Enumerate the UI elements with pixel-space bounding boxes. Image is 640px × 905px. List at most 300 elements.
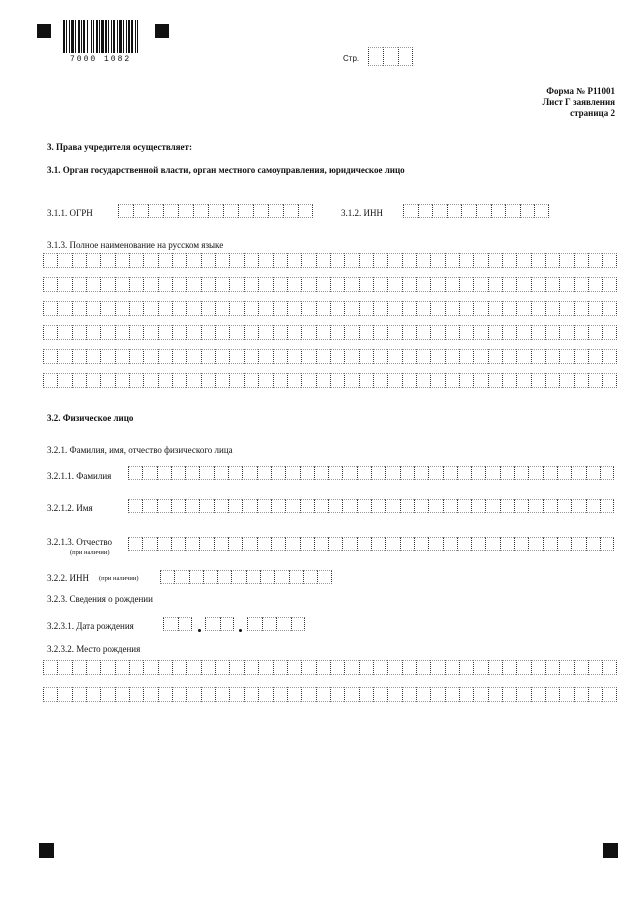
character-cell[interactable] <box>531 660 545 675</box>
character-cell[interactable] <box>143 277 157 292</box>
character-cell[interactable] <box>445 660 459 675</box>
character-cell[interactable] <box>287 277 301 292</box>
character-cell[interactable] <box>186 660 200 675</box>
character-cell[interactable] <box>201 325 215 340</box>
character-cell[interactable] <box>186 687 200 702</box>
character-cell[interactable] <box>402 301 416 316</box>
character-cell[interactable] <box>178 204 193 218</box>
character-cell[interactable] <box>602 253 616 268</box>
character-cell[interactable] <box>545 660 559 675</box>
character-cell[interactable] <box>215 349 229 364</box>
character-cell[interactable] <box>72 301 86 316</box>
character-cell[interactable] <box>402 253 416 268</box>
character-cell[interactable] <box>316 325 330 340</box>
character-cell[interactable] <box>402 325 416 340</box>
character-cell[interactable] <box>287 349 301 364</box>
character-cell[interactable] <box>400 537 414 551</box>
character-cell[interactable] <box>588 325 602 340</box>
character-cell[interactable] <box>459 325 473 340</box>
character-cell[interactable] <box>531 325 545 340</box>
character-cell[interactable] <box>400 466 414 480</box>
character-cell[interactable] <box>557 466 571 480</box>
character-cell[interactable] <box>43 660 57 675</box>
character-cell[interactable] <box>244 687 258 702</box>
character-cell[interactable] <box>203 570 217 584</box>
character-cell[interactable] <box>459 660 473 675</box>
character-cell[interactable] <box>215 253 229 268</box>
character-cell[interactable] <box>387 301 401 316</box>
fullname-row-3[interactable] <box>43 301 617 316</box>
character-cell[interactable] <box>516 277 530 292</box>
character-cell[interactable] <box>344 660 358 675</box>
character-cell[interactable] <box>516 325 530 340</box>
character-cell[interactable] <box>229 373 243 388</box>
character-cell[interactable] <box>160 570 174 584</box>
character-cell[interactable] <box>344 325 358 340</box>
character-cell[interactable] <box>543 499 557 513</box>
character-cell[interactable] <box>285 499 299 513</box>
character-cell[interactable] <box>476 204 491 218</box>
character-cell[interactable] <box>371 466 385 480</box>
character-cell[interactable] <box>488 253 502 268</box>
character-cell[interactable] <box>258 277 272 292</box>
character-cell[interactable] <box>186 253 200 268</box>
character-cell[interactable] <box>600 466 614 480</box>
character-cell[interactable] <box>459 687 473 702</box>
character-cell[interactable] <box>500 466 514 480</box>
character-cell[interactable] <box>588 373 602 388</box>
character-cell[interactable] <box>430 349 444 364</box>
character-cell[interactable] <box>186 349 200 364</box>
character-cell[interactable] <box>228 466 242 480</box>
character-cell[interactable] <box>373 373 387 388</box>
character-cell[interactable] <box>201 277 215 292</box>
fullname-row-6[interactable] <box>43 373 617 388</box>
character-cell[interactable] <box>72 660 86 675</box>
character-cell[interactable] <box>342 499 356 513</box>
character-cell[interactable] <box>143 349 157 364</box>
character-cell[interactable] <box>242 499 256 513</box>
character-cell[interactable] <box>86 373 100 388</box>
character-cell[interactable] <box>516 349 530 364</box>
birthplace-row-2[interactable] <box>43 687 617 702</box>
character-cell[interactable] <box>359 325 373 340</box>
character-cell[interactable] <box>115 687 129 702</box>
character-cell[interactable] <box>385 537 399 551</box>
character-cell[interactable] <box>143 373 157 388</box>
character-cell[interactable] <box>100 301 114 316</box>
character-cell[interactable] <box>86 301 100 316</box>
character-cell[interactable] <box>602 301 616 316</box>
character-cell[interactable] <box>186 325 200 340</box>
character-cell[interactable] <box>485 537 499 551</box>
character-cell[interactable] <box>287 253 301 268</box>
character-cell[interactable] <box>414 499 428 513</box>
character-cell[interactable] <box>500 537 514 551</box>
character-cell[interactable] <box>220 617 235 631</box>
character-cell[interactable] <box>158 277 172 292</box>
character-cell[interactable] <box>330 687 344 702</box>
character-cell[interactable] <box>72 349 86 364</box>
character-cell[interactable] <box>229 325 243 340</box>
character-cell[interactable] <box>257 499 271 513</box>
character-cell[interactable] <box>57 325 71 340</box>
character-cell[interactable] <box>172 687 186 702</box>
character-cell[interactable] <box>545 277 559 292</box>
character-cell[interactable] <box>571 499 585 513</box>
character-cell[interactable] <box>545 253 559 268</box>
character-cell[interactable] <box>115 325 129 340</box>
character-cell[interactable] <box>128 537 142 551</box>
character-cell[interactable] <box>273 301 287 316</box>
character-cell[interactable] <box>199 499 213 513</box>
character-cell[interactable] <box>244 325 258 340</box>
character-cell[interactable] <box>586 499 600 513</box>
character-cell[interactable] <box>163 617 178 631</box>
character-cell[interactable] <box>215 660 229 675</box>
character-cell[interactable] <box>172 660 186 675</box>
character-cell[interactable] <box>172 349 186 364</box>
character-cell[interactable] <box>557 537 571 551</box>
character-cell[interactable] <box>430 253 444 268</box>
character-cell[interactable] <box>559 277 573 292</box>
character-cell[interactable] <box>531 687 545 702</box>
character-cell[interactable] <box>129 253 143 268</box>
character-cell[interactable] <box>205 617 220 631</box>
character-cell[interactable] <box>416 349 430 364</box>
character-cell[interactable] <box>330 253 344 268</box>
character-cell[interactable] <box>229 687 243 702</box>
character-cell[interactable] <box>57 277 71 292</box>
character-cell[interactable] <box>402 660 416 675</box>
character-cell[interactable] <box>574 301 588 316</box>
character-cell[interactable] <box>373 325 387 340</box>
character-cell[interactable] <box>273 325 287 340</box>
character-cell[interactable] <box>516 660 530 675</box>
character-cell[interactable] <box>428 466 442 480</box>
character-cell[interactable] <box>488 373 502 388</box>
character-cell[interactable] <box>344 373 358 388</box>
character-cell[interactable] <box>328 499 342 513</box>
character-cell[interactable] <box>447 204 462 218</box>
fullname-row-1[interactable] <box>43 253 617 268</box>
character-cell[interactable] <box>258 687 272 702</box>
character-cell[interactable] <box>273 277 287 292</box>
character-cell[interactable] <box>57 373 71 388</box>
character-cell[interactable] <box>528 537 542 551</box>
character-cell[interactable] <box>430 277 444 292</box>
character-cell[interactable] <box>215 277 229 292</box>
character-cell[interactable] <box>445 349 459 364</box>
character-cell[interactable] <box>244 349 258 364</box>
character-cell[interactable] <box>157 537 171 551</box>
character-cell[interactable] <box>229 301 243 316</box>
character-cell[interactable] <box>514 537 528 551</box>
character-cell[interactable] <box>586 466 600 480</box>
ogrn-field[interactable] <box>118 204 313 218</box>
character-cell[interactable] <box>298 204 313 218</box>
character-cell[interactable] <box>373 253 387 268</box>
character-cell[interactable] <box>473 373 487 388</box>
character-cell[interactable] <box>214 537 228 551</box>
character-cell[interactable] <box>330 277 344 292</box>
character-cell[interactable] <box>229 660 243 675</box>
character-cell[interactable] <box>316 349 330 364</box>
character-cell[interactable] <box>57 253 71 268</box>
character-cell[interactable] <box>445 277 459 292</box>
character-cell[interactable] <box>344 253 358 268</box>
character-cell[interactable] <box>262 617 277 631</box>
character-cell[interactable] <box>574 660 588 675</box>
character-cell[interactable] <box>273 660 287 675</box>
character-cell[interactable] <box>283 204 298 218</box>
character-cell[interactable] <box>228 499 242 513</box>
character-cell[interactable] <box>100 660 114 675</box>
character-cell[interactable] <box>158 325 172 340</box>
person-inn-field[interactable] <box>160 570 332 584</box>
birthdate-day-field[interactable] <box>163 617 192 631</box>
character-cell[interactable] <box>516 253 530 268</box>
character-cell[interactable] <box>273 349 287 364</box>
character-cell[interactable] <box>273 253 287 268</box>
character-cell[interactable] <box>559 373 573 388</box>
character-cell[interactable] <box>43 349 57 364</box>
character-cell[interactable] <box>330 325 344 340</box>
character-cell[interactable] <box>238 204 253 218</box>
character-cell[interactable] <box>371 537 385 551</box>
character-cell[interactable] <box>228 537 242 551</box>
character-cell[interactable] <box>185 466 199 480</box>
character-cell[interactable] <box>457 537 471 551</box>
character-cell[interactable] <box>471 499 485 513</box>
character-cell[interactable] <box>242 466 256 480</box>
character-cell[interactable] <box>157 499 171 513</box>
character-cell[interactable] <box>400 499 414 513</box>
character-cell[interactable] <box>387 277 401 292</box>
character-cell[interactable] <box>602 373 616 388</box>
character-cell[interactable] <box>602 325 616 340</box>
character-cell[interactable] <box>330 373 344 388</box>
character-cell[interactable] <box>545 349 559 364</box>
character-cell[interactable] <box>258 253 272 268</box>
character-cell[interactable] <box>301 660 315 675</box>
character-cell[interactable] <box>178 617 193 631</box>
character-cell[interactable] <box>193 204 208 218</box>
character-cell[interactable] <box>273 687 287 702</box>
character-cell[interactable] <box>314 499 328 513</box>
character-cell[interactable] <box>189 570 203 584</box>
character-cell[interactable] <box>247 617 262 631</box>
character-cell[interactable] <box>543 466 557 480</box>
character-cell[interactable] <box>502 253 516 268</box>
character-cell[interactable] <box>201 253 215 268</box>
character-cell[interactable] <box>143 687 157 702</box>
character-cell[interactable] <box>574 373 588 388</box>
page-number-field[interactable] <box>368 47 413 66</box>
birthplace-row-1[interactable] <box>43 660 617 675</box>
character-cell[interactable] <box>43 277 57 292</box>
character-cell[interactable] <box>301 373 315 388</box>
character-cell[interactable] <box>271 537 285 551</box>
character-cell[interactable] <box>430 373 444 388</box>
character-cell[interactable] <box>471 466 485 480</box>
character-cell[interactable] <box>199 466 213 480</box>
character-cell[interactable] <box>229 349 243 364</box>
character-cell[interactable] <box>559 253 573 268</box>
character-cell[interactable] <box>115 349 129 364</box>
character-cell[interactable] <box>223 204 238 218</box>
character-cell[interactable] <box>531 373 545 388</box>
character-cell[interactable] <box>430 687 444 702</box>
character-cell[interactable] <box>359 373 373 388</box>
character-cell[interactable] <box>128 499 142 513</box>
character-cell[interactable] <box>287 373 301 388</box>
character-cell[interactable] <box>257 537 271 551</box>
character-cell[interactable] <box>215 301 229 316</box>
character-cell[interactable] <box>229 253 243 268</box>
character-cell[interactable] <box>72 277 86 292</box>
character-cell[interactable] <box>485 466 499 480</box>
character-cell[interactable] <box>445 253 459 268</box>
character-cell[interactable] <box>371 499 385 513</box>
character-cell[interactable] <box>172 373 186 388</box>
character-cell[interactable] <box>301 325 315 340</box>
character-cell[interactable] <box>445 301 459 316</box>
character-cell[interactable] <box>287 687 301 702</box>
character-cell[interactable] <box>559 301 573 316</box>
character-cell[interactable] <box>100 373 114 388</box>
character-cell[interactable] <box>258 325 272 340</box>
character-cell[interactable] <box>43 253 57 268</box>
character-cell[interactable] <box>258 660 272 675</box>
character-cell[interactable] <box>86 349 100 364</box>
character-cell[interactable] <box>118 204 133 218</box>
character-cell[interactable] <box>344 301 358 316</box>
character-cell[interactable] <box>398 47 413 66</box>
fullname-row-5[interactable] <box>43 349 617 364</box>
character-cell[interactable] <box>115 301 129 316</box>
character-cell[interactable] <box>600 499 614 513</box>
character-cell[interactable] <box>317 570 331 584</box>
character-cell[interactable] <box>208 204 223 218</box>
character-cell[interactable] <box>276 617 291 631</box>
character-cell[interactable] <box>185 499 199 513</box>
character-cell[interactable] <box>403 204 418 218</box>
character-cell[interactable] <box>100 277 114 292</box>
character-cell[interactable] <box>287 301 301 316</box>
character-cell[interactable] <box>186 277 200 292</box>
character-cell[interactable] <box>516 301 530 316</box>
character-cell[interactable] <box>72 687 86 702</box>
character-cell[interactable] <box>43 687 57 702</box>
character-cell[interactable] <box>545 325 559 340</box>
character-cell[interactable] <box>342 466 356 480</box>
character-cell[interactable] <box>43 373 57 388</box>
character-cell[interactable] <box>574 253 588 268</box>
character-cell[interactable] <box>330 301 344 316</box>
character-cell[interactable] <box>129 301 143 316</box>
character-cell[interactable] <box>602 687 616 702</box>
character-cell[interactable] <box>258 349 272 364</box>
character-cell[interactable] <box>373 660 387 675</box>
character-cell[interactable] <box>328 537 342 551</box>
character-cell[interactable] <box>473 660 487 675</box>
character-cell[interactable] <box>172 253 186 268</box>
character-cell[interactable] <box>301 253 315 268</box>
character-cell[interactable] <box>260 570 274 584</box>
character-cell[interactable] <box>300 466 314 480</box>
character-cell[interactable] <box>373 349 387 364</box>
character-cell[interactable] <box>246 570 260 584</box>
character-cell[interactable] <box>171 466 185 480</box>
character-cell[interactable] <box>502 349 516 364</box>
character-cell[interactable] <box>531 277 545 292</box>
character-cell[interactable] <box>443 466 457 480</box>
character-cell[interactable] <box>100 253 114 268</box>
character-cell[interactable] <box>344 277 358 292</box>
character-cell[interactable] <box>516 687 530 702</box>
character-cell[interactable] <box>502 373 516 388</box>
character-cell[interactable] <box>502 660 516 675</box>
character-cell[interactable] <box>500 499 514 513</box>
character-cell[interactable] <box>531 301 545 316</box>
character-cell[interactable] <box>285 537 299 551</box>
character-cell[interactable] <box>174 570 188 584</box>
character-cell[interactable] <box>373 277 387 292</box>
character-cell[interactable] <box>488 325 502 340</box>
character-cell[interactable] <box>258 373 272 388</box>
character-cell[interactable] <box>588 687 602 702</box>
character-cell[interactable] <box>430 660 444 675</box>
character-cell[interactable] <box>274 570 288 584</box>
character-cell[interactable] <box>253 204 268 218</box>
character-cell[interactable] <box>129 660 143 675</box>
character-cell[interactable] <box>129 277 143 292</box>
character-cell[interactable] <box>428 537 442 551</box>
character-cell[interactable] <box>301 277 315 292</box>
character-cell[interactable] <box>457 466 471 480</box>
character-cell[interactable] <box>86 325 100 340</box>
character-cell[interactable] <box>129 349 143 364</box>
character-cell[interactable] <box>430 325 444 340</box>
character-cell[interactable] <box>72 373 86 388</box>
character-cell[interactable] <box>473 325 487 340</box>
character-cell[interactable] <box>416 325 430 340</box>
character-cell[interactable] <box>402 277 416 292</box>
character-cell[interactable] <box>142 537 156 551</box>
character-cell[interactable] <box>459 277 473 292</box>
character-cell[interactable] <box>268 204 283 218</box>
character-cell[interactable] <box>244 301 258 316</box>
character-cell[interactable] <box>559 687 573 702</box>
character-cell[interactable] <box>602 349 616 364</box>
character-cell[interactable] <box>359 301 373 316</box>
character-cell[interactable] <box>445 373 459 388</box>
character-cell[interactable] <box>402 349 416 364</box>
character-cell[interactable] <box>387 687 401 702</box>
character-cell[interactable] <box>316 373 330 388</box>
character-cell[interactable] <box>602 660 616 675</box>
character-cell[interactable] <box>301 349 315 364</box>
character-cell[interactable] <box>359 349 373 364</box>
character-cell[interactable] <box>330 349 344 364</box>
character-cell[interactable] <box>502 301 516 316</box>
character-cell[interactable] <box>502 325 516 340</box>
character-cell[interactable] <box>459 301 473 316</box>
character-cell[interactable] <box>571 537 585 551</box>
character-cell[interactable] <box>229 277 243 292</box>
character-cell[interactable] <box>301 301 315 316</box>
